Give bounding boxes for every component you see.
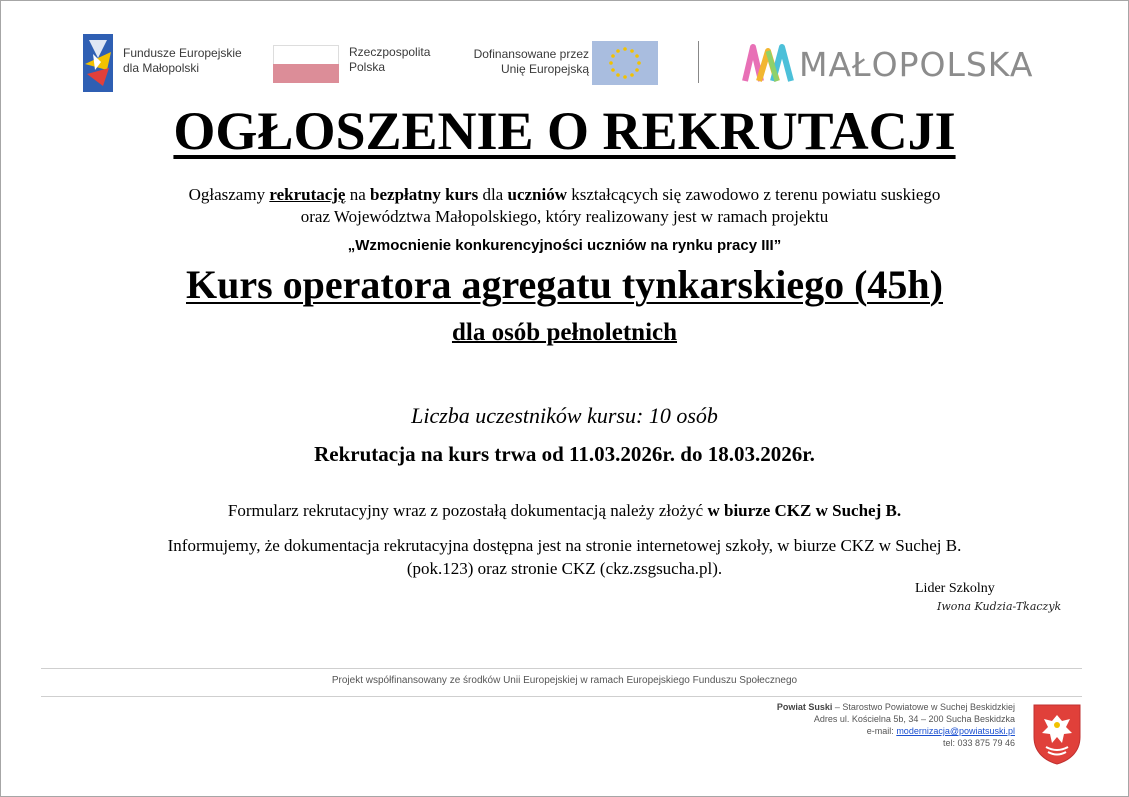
logo-malopolska [741,39,1061,87]
rp-line1: Rzeczpospolita [349,45,431,59]
signature-name: Iwona Kudzia-Tkaczyk [937,600,1062,613]
footer-email-link[interactable]: modernizacja@powiatsuski.pl [896,726,1015,736]
footer-org [777,701,1015,713]
project-name: „Wzmocnienie konkurencyjności uczniów na rynku pracy III” [347,237,782,254]
malopolska-text: MAŁOPOLSKA [799,45,1034,84]
page-title [1,99,1128,163]
fe-star-icon [83,34,117,92]
intro-text-1: Ogłaszamy [188,185,270,204]
malopolska-m-icon [741,41,795,85]
form-place: w biurze CKZ w Suchej B. [707,501,902,520]
footer-phone: tel: 033 875 79 46 [942,738,1015,748]
footer-org-name: Powiat Suski [776,702,833,712]
intro-free-course: bezpłatny kurs [370,185,479,204]
participants-count: Liczba uczestników kursu: 10 osób [411,403,718,428]
signature-role: Lider Szkolny [915,581,995,596]
footer-org-rest: – Starostwo Powiatowe w Suchej Beskidzkiej [832,702,1015,712]
polish-flag-icon [273,45,339,83]
footer-email-label: e-mail: [866,726,897,736]
footer-email-row [777,725,1015,737]
rp-line2: Polska [349,60,386,74]
form-text: Formularz rekrutacyjny wraz z pozostałą dokumentacją należy złożyć [227,501,708,520]
intro-text-2: na [345,185,371,204]
recruitment-dates: Rekrutacja na kurs trwa od 11.03.2026r. do 18.03.2026r. [314,442,815,466]
intro-paragraph [1,184,1128,228]
eu-flag-icon [592,41,658,85]
course-title: Kurs operatora agregatu tynkarskiego (45h) [186,262,943,307]
intro-text-4: kształcących się zawodowo z terenu powiatu suskiego [566,185,941,204]
intro-line2: oraz Województwa Małopolskiego, który realizowany jest w ramach projektu [300,207,829,226]
ue-line2: Unię Europejską [500,62,589,76]
footer-divider-bottom [41,696,1082,697]
logo-fundusze-europejskie [83,34,263,92]
logo-unia-europejska [456,41,661,85]
cofinance-note: Projekt współfinansowany ze środków Unii Europejskiej w ramach Europejskiego Funduszu Społecznego [331,675,798,686]
footer-street: Adres ul. Kościelna 5b, 34 – 200 Sucha Beskidzka [813,714,1015,724]
logo-divider [698,41,699,83]
footer-divider-top [41,668,1082,669]
footer-address [777,701,1015,749]
form-submission-info [1,500,1128,522]
intro-text-3: dla [478,185,508,204]
info-line1: Informujemy, że dokumentacja rekrutacyjna dostępna jest na stronie internetowej szkoły, w biurze CKZ w Suchej B. [167,536,962,555]
intro-recruit-word: rekrutację [269,185,346,204]
page-title-text: OGŁOSZENIE O REKRUTACJI [173,101,956,161]
fe-line2: dla Małopolski [123,61,200,75]
ue-line1: Dofinansowane przez [473,47,589,61]
course-subtitle: dla osób pełnoletnich [451,319,678,346]
logo-rzeczpospolita-polska [273,45,453,85]
documentation-info [1,534,1128,580]
intro-line1 [1,184,1128,206]
info-line2: (pok.123) oraz stronie CKZ (ckz.zsgsucha.pl). [406,559,723,578]
powiat-crest-icon [1032,703,1082,765]
intro-students: uczniów [507,185,567,204]
fe-line1: Fundusze Europejskie [123,46,242,60]
